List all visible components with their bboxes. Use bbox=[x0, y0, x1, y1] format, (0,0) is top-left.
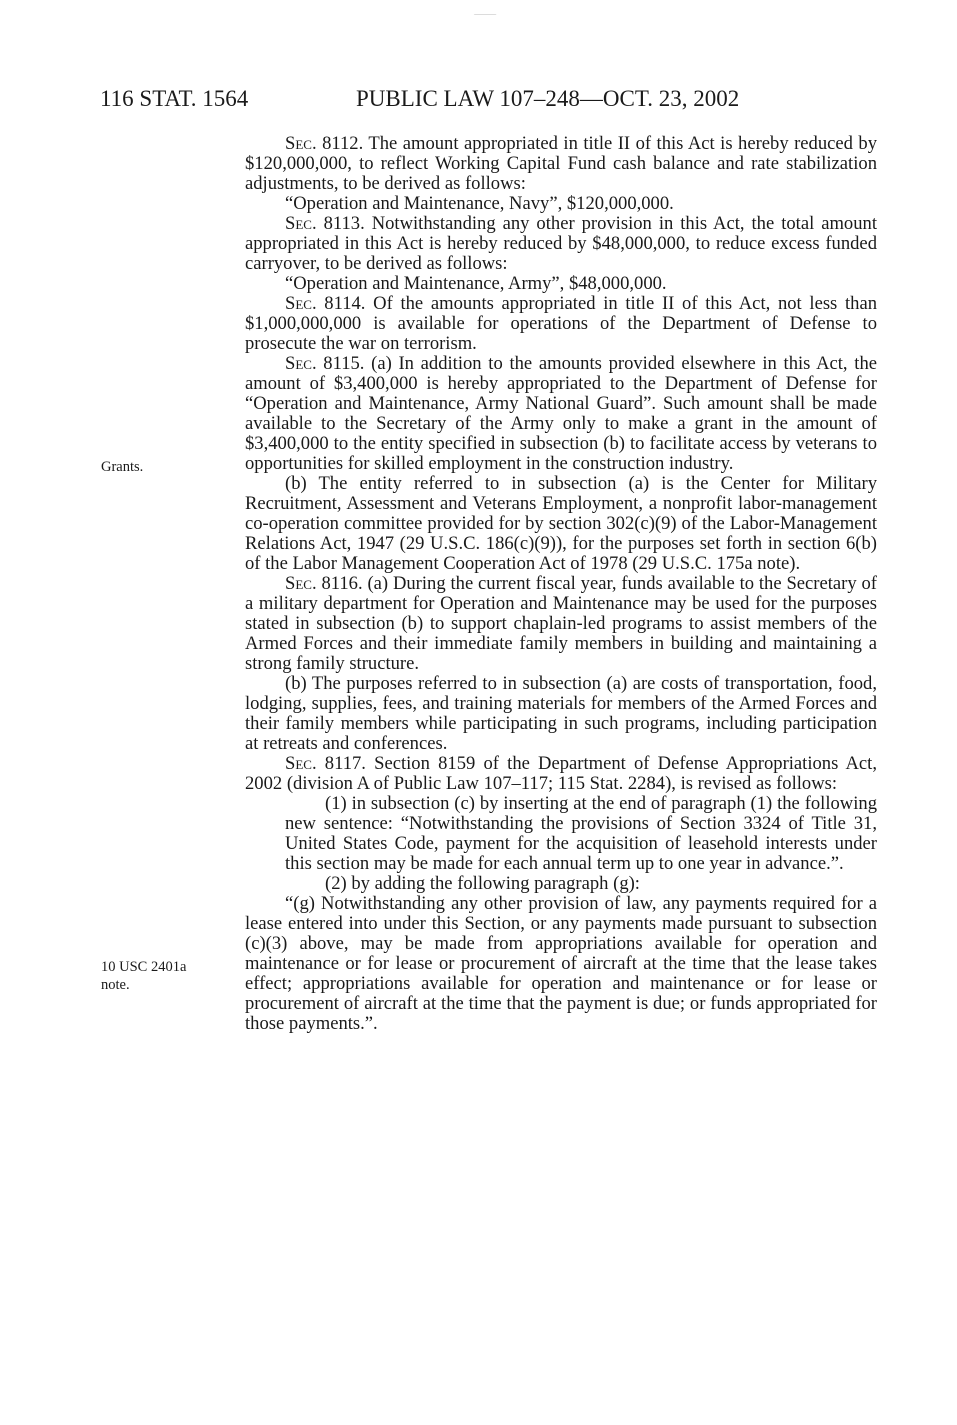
section-8117 bbox=[245, 754, 877, 794]
document-body bbox=[245, 134, 877, 1034]
section-label: Sec. bbox=[285, 213, 317, 234]
section-8114 bbox=[245, 294, 877, 354]
section-8116-b: (b) The purposes referred to in subsection (a) are costs of transportation, food, lodging, supplies, fees, and training materials for members of the Armed Forces and their family members while participating in such programs, including participation at retreats and conferences. bbox=[245, 673, 877, 754]
page-header bbox=[100, 84, 800, 114]
section-8117-item-2: (2) by adding the following paragraph (g): bbox=[325, 873, 640, 894]
scan-artifact bbox=[474, 0, 509, 15]
section-label: Sec. bbox=[285, 353, 317, 374]
section-8113-text: 8113. Notwithstanding any other provision in this Act, the total amount appropriated in this Act is hereby reduced by $48,000,000, to reduce excess funded carryover, to be derived as follows: bbox=[245, 213, 877, 274]
section-8114-text: 8114. Of the amounts appropriated in title II of this Act, not less than $1,000,000,000 is available for operations of the Department of Defense to prosecute the war on terrorism. bbox=[245, 293, 877, 354]
section-label: Sec. bbox=[285, 573, 317, 594]
section-8117-paragraph-g: “(g) Notwithstanding any other provision of law, any payments required for a lease entered into under this Section, or any payments made pursuant to subsection (c)(3) above, may be made from appropriations available for operation and maintenance or for lease or procurement of aircraft at the time that the lease takes effect; appropriations available for operation and maintenance or for lease or procurement of aircraft at the time that the payment is due; or funds appropriated for those payments.”. bbox=[245, 893, 877, 1034]
section-8113 bbox=[245, 214, 877, 274]
section-8112 bbox=[245, 134, 877, 194]
section-label: Sec. bbox=[285, 753, 317, 774]
section-8116-a bbox=[245, 574, 877, 674]
section-8115-b: (b) The entity referred to in subsection (a) is the Center for Military Recruitment, Assessment and Veterans Employment, a nonprofit labor-management co-operation committee provided for by section 302(c)(9) of the Labor-Management Relations Act, 1947 (29 U.S.C. 186(c)(9)), for the purposes set forth in section 6(b) of the Labor Management Cooperation Act of 1978 (29 U.S.C. 175a note). bbox=[245, 473, 877, 574]
margin-note-grants: Grants. bbox=[101, 459, 144, 475]
margin-note-usc-line1: 10 USC 2401a bbox=[101, 959, 187, 975]
section-8112-quote: “Operation and Maintenance, Navy”, $120,000,000. bbox=[285, 193, 674, 214]
section-8115-a-text: 8115. (a) In addition to the amounts provided elsewhere in this Act, the amount of $3,400,000 is hereby appropriated to the Department of Defense for “Operation and Maintenance, Army National Guard”. Such amount shall be made available to the Secretary of the Army only to make a grant in the amount of $3,400,000 to the entity specified in subsection (b) to facilitate access by veterans to opportunities for skilled employment in the construction industry. bbox=[245, 353, 877, 474]
margin-note-usc bbox=[101, 958, 186, 994]
section-label: Sec. bbox=[285, 293, 317, 314]
margin-note-usc-line2: note. bbox=[101, 977, 130, 993]
section-8113-quote: “Operation and Maintenance, Army”, $48,000,000. bbox=[285, 273, 667, 294]
section-8116-a-text: 8116. (a) During the current fiscal year, funds available to the Secretary of a military department for Operation and Maintenance may be used for the purposes stated in subsection (b) to support chaplain-led programs to assist members of the Armed Forces and their immediate family members in building and maintaining a strong family structure. bbox=[245, 573, 877, 674]
section-label: Sec. bbox=[285, 133, 317, 154]
public-law-title: PUBLIC LAW 107–248—OCT. 23, 2002 bbox=[356, 86, 740, 111]
section-8117-text: 8117. Section 8159 of the Department of Defense Appropriations Act, 2002 (division A of Public Law 107–117; 115 Stat. 2284), is revised as follows: bbox=[245, 753, 877, 794]
section-8117-item-1: (1) in subsection (c) by inserting at the end of paragraph (1) the following new sentence: “Notwithstanding the provisions of Section 3324 of Title 31, United States Code, payment for the acquisition of leasehold interests under this section may be made for each annual term up to one year in advance.”. bbox=[285, 793, 877, 874]
statute-citation: 116 STAT. 1564 bbox=[100, 86, 249, 111]
section-8115-a bbox=[245, 354, 877, 474]
section-8112-text: 8112. The amount appropriated in title II of this Act is hereby reduced by $120,000,000, to reflect Working Capital Fund cash balance and rate stabilization adjustments, to be derived as follows: bbox=[245, 133, 877, 194]
